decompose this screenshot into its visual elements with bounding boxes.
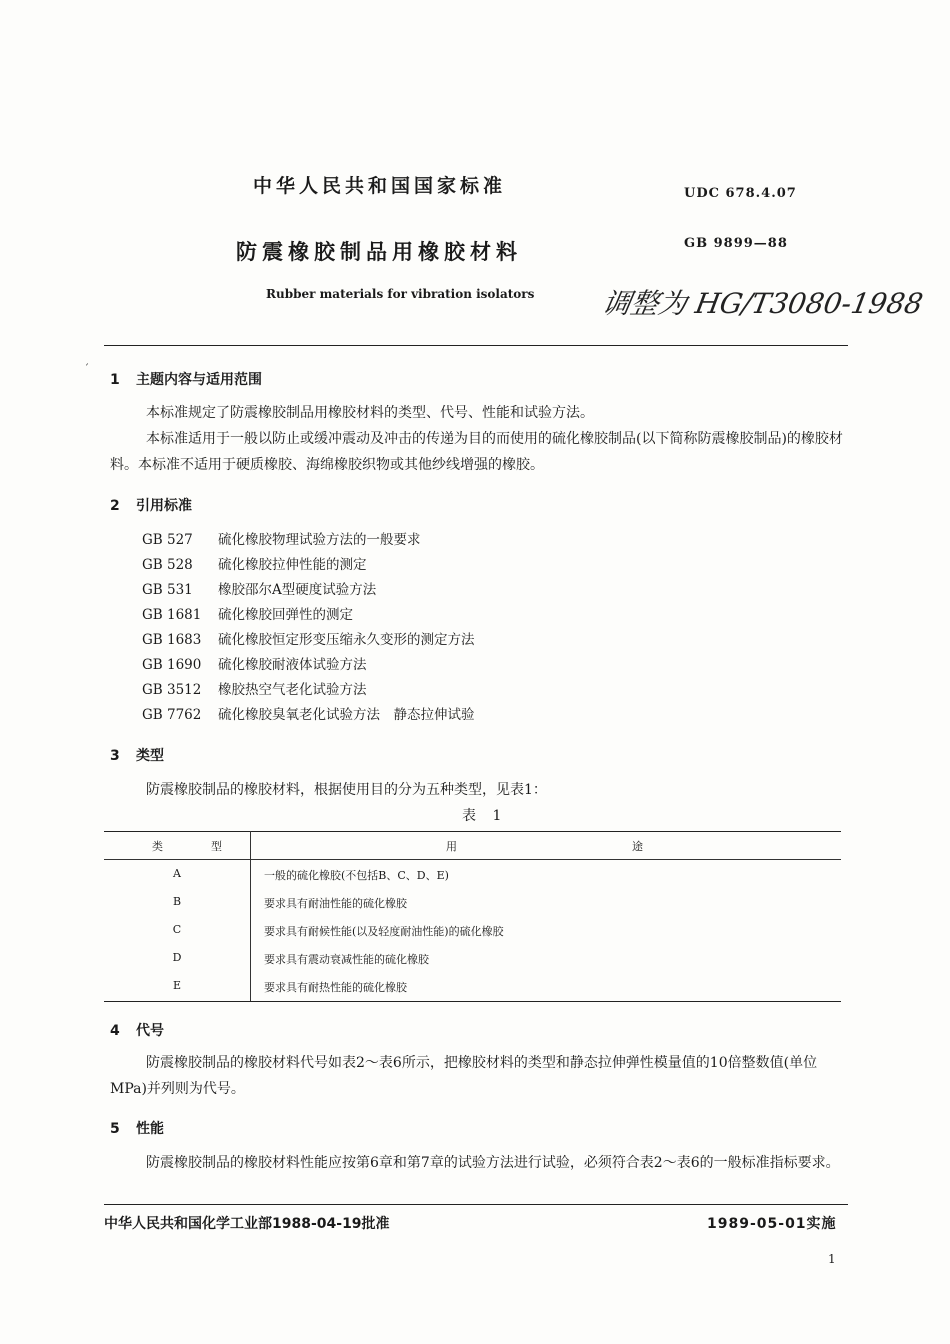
reference-name: 硫化橡胶回弹性的测定 [218,607,353,623]
table-cell-type: A [173,867,181,880]
gb-code: GB 9899—88 [684,236,788,251]
reference-code: GB 1690 [142,657,202,673]
list-item [142,578,475,603]
margin-mark: ˊ [84,364,89,375]
table-header-use-2: 途 [632,840,643,853]
reference-list [142,528,475,728]
section-title: 引用标准 [136,498,192,514]
reference-name: 硫化橡胶臭氧老化试验方法 静态拉伸试验 [218,707,475,723]
table-top-rule [104,831,841,832]
table-cell-type: D [172,951,182,964]
table-cell-type: B [172,895,182,908]
udc-code: UDC 678.4.07 [684,186,797,201]
national-standard-heading: 中华人民共和国国家标准 [253,175,507,197]
reference-name: 硫化橡胶耐液体试验方法 [218,657,367,673]
section-title: 类型 [136,748,164,764]
reference-code: GB 1681 [142,607,202,623]
table-header-type: 类型 [152,840,270,853]
list-item [142,703,475,728]
page-number: 1 [828,1252,836,1266]
reference-code: GB 531 [142,582,193,598]
reference-name: 硫化橡胶拉伸性能的测定 [218,557,367,573]
section-4-heading [110,1020,164,1040]
list-item [142,653,475,678]
table-header-rule [104,859,841,860]
section-3-heading [110,745,164,765]
table-cell-use: 要求具有耐热性能的硫化橡胶 [264,981,407,994]
section-number: 5 [110,1121,120,1137]
effective-date: 1989-05-01实施 [707,1216,837,1232]
reference-name: 硫化橡胶物理试验方法的一般要求 [218,532,421,548]
reference-name: 橡胶邵尔A型硬度试验方法 [218,582,377,598]
footer-divider [104,1204,848,1205]
table-cell-type: C [172,923,182,936]
reference-code: GB 1683 [142,632,202,648]
table-cell-use: 要求具有耐油性能的硫化橡胶 [264,897,407,910]
reference-code: GB 527 [142,532,193,548]
section-2-heading [110,495,192,515]
list-item [142,628,475,653]
handwritten-note: 调整为 HG/T3080-1988 [599,287,926,320]
table-cell-use: 要求具有耐候性能(以及轻度耐油性能)的硫化橡胶 [264,925,504,938]
reference-name: 硫化橡胶恒定形变压缩永久变形的测定方法 [218,632,475,648]
reference-code: GB 528 [142,557,193,573]
table-column-divider [250,831,251,1001]
section-title: 性能 [136,1121,164,1137]
section-1-paragraph-1: 本标准规定了防震橡胶制品用橡胶材料的类型、代号、性能和试验方法。 [146,405,594,421]
english-title: Rubber materials for vibration isolators [266,287,535,301]
table-header-use: 用 [446,840,457,853]
reference-code: GB 3512 [142,682,202,698]
header-divider [104,345,848,346]
section-number: 3 [110,748,120,764]
table-cell-type: E [172,979,182,992]
table-caption: 表 1 [462,808,508,824]
list-item [142,603,475,628]
section-5-heading [110,1118,164,1138]
section-1-heading [110,369,262,389]
list-item [142,528,475,553]
table-cell-use: 一般的硫化橡胶(不包括B、C、D、E) [264,869,449,882]
section-3-paragraph: 防震橡胶制品的橡胶材料，根据使用目的分为五种类型，见表1： [146,782,547,798]
table-cell-use: 要求具有震动衰减性能的硫化橡胶 [264,953,429,966]
list-item [142,678,475,703]
section-number: 2 [110,498,120,514]
section-1-paragraph-2: 本标准适用于一般以防止或缓冲震动及冲击的传递为目的而使用的硫化橡胶制品(以下简称防震橡胶制品)的橡胶材料。本标准不适用于硬质橡胶、海绵橡胶织物或其他纱线增强的橡胶。 [110,431,843,473]
table-bottom-rule [104,1001,841,1002]
section-5-paragraph: 防震橡胶制品的橡胶材料性能应按第6章和第7章的试验方法进行试验，必须符合表2～表6的一般标准指标要求。 [146,1155,840,1171]
document-title: 防震橡胶制品用橡胶材料 [236,240,522,264]
reference-name: 橡胶热空气老化试验方法 [218,682,367,698]
approval-line: 中华人民共和国化学工业部1988-04-19批准 [104,1216,390,1232]
section-number: 1 [110,372,120,388]
section-number: 4 [110,1023,120,1039]
section-4-paragraph: 防震橡胶制品的橡胶材料代号如表2～表6所示，把橡胶材料的类型和静态拉伸弹性模量值的10倍整数值(单位 MPa)并列则为代号。 [110,1055,818,1097]
reference-code: GB 7762 [142,707,202,723]
list-item [142,553,475,578]
section-title: 代号 [136,1023,164,1039]
section-title: 主题内容与适用范围 [136,372,262,388]
